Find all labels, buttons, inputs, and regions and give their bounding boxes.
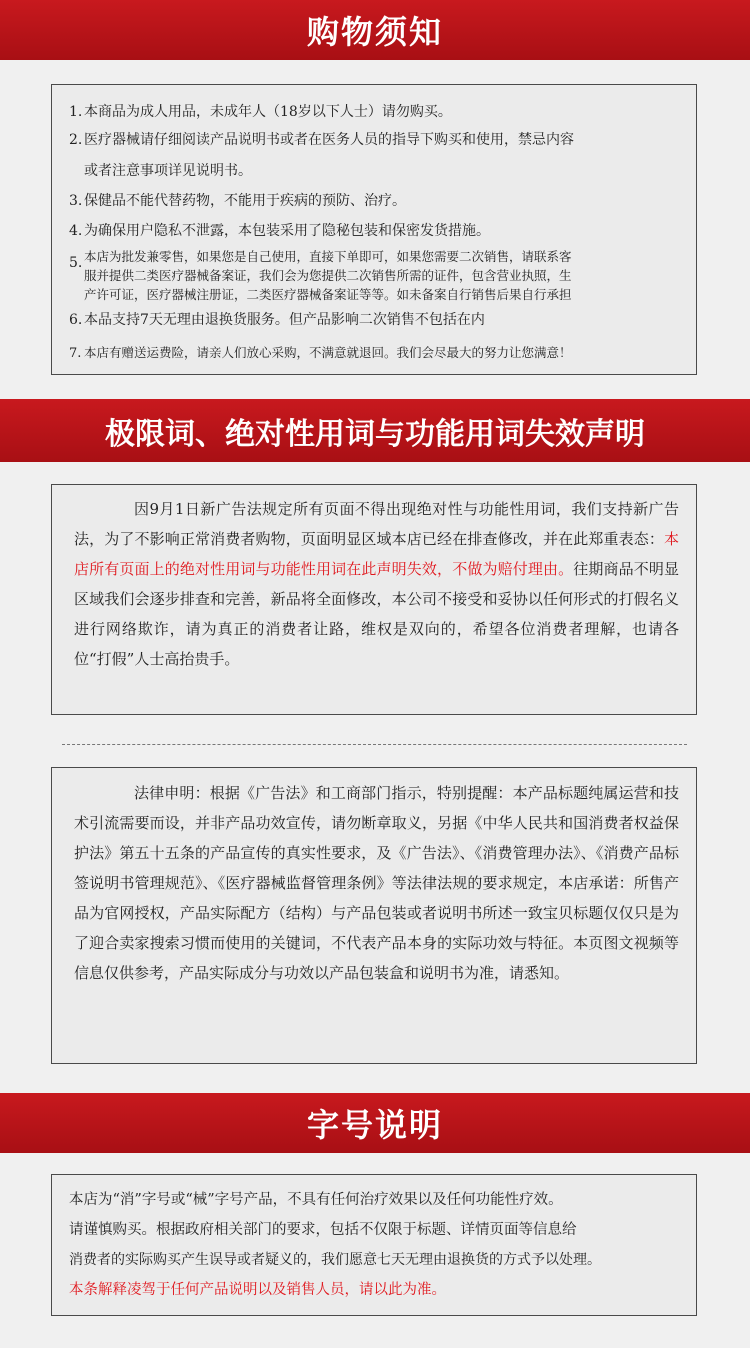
font-note-title: 字号说明 [306,1106,443,1144]
notice-item-2-cont [84,161,252,181]
item-number: 5. [69,255,83,271]
item-text-line: 服并提供二类医疗器械备案证，我们会为您提供二次销售所需的证件，包含营业执照，生 [84,268,572,283]
font-note-line: 消费者的实际购买产生误导或者疑义的，我们愿意七天无理由退换货的方式予以处理。 [69,1252,601,1268]
notice-item-1 [69,102,452,122]
item-number: 4. [69,223,83,239]
disclaimer-box [51,484,697,715]
font-note-highlight: 本条解释凌驾于任何产品说明以及销售人员，请以此为准。 [69,1282,446,1298]
item-number: 6. [69,312,83,328]
notice-item-4 [69,221,490,241]
item-text: 医疗器械请仔细阅读产品说明书或者在医务人员的指导下购买和使用，禁忌内容 [84,132,574,148]
item-text: 为确保用户隐私不泄露，本包装采用了隐秘包装和保密发货措施。 [84,223,490,239]
font-note-content [69,1185,689,1305]
font-note-banner [0,1093,750,1153]
disclaimer-paragraph [74,494,679,674]
item-text: 或者注意事项详见说明书。 [84,163,252,179]
notice-item-6 [69,310,485,330]
shopping-notice-box [51,84,697,375]
item-text: 本店有赠送运费险，请亲人们放心采购，不满意就退回。我们会尽最大的努力让您满意！ [84,345,572,360]
legal-statement-box [51,767,697,1064]
item-number: 3. [69,193,83,209]
shopping-notice-title: 购物须知 [306,13,443,51]
dashed-divider [62,744,687,745]
item-number: 7. [69,346,82,361]
notice-item-2 [69,130,574,150]
item-number: 2. [69,132,83,148]
item-text-line: 本店为批发兼零售，如果您是自己使用，直接下单即可，如果您需要二次销售，请联系客 [84,249,572,264]
disclaimer-highlight: 本店所有页面上的绝对性用词与功能性用词在此声明失效，不做为赔付理由。 [74,530,679,578]
font-note-line: 本店为“消”字号或“械”字号产品，不具有任何治疗效果以及任何功能性疗效。 [69,1192,563,1208]
item-text: 本商品为成人用品，未成年人（18岁以下人士）请勿购买。 [84,104,452,120]
disclaimer-banner [0,399,750,462]
font-note-box [51,1174,697,1316]
legal-statement-paragraph: 法律申明：根据《广告法》和工商部门指示，特别提醒：本产品标题纯属运营和技术引流需要而设，并非产品功效宣传，请勿断章取义，另据《中华人民共和国消费者权益保护法》第五十五条的产品宣传的真实性要求，及《广告法》、《消费管理办法》、《消费产品标签说明书管理规范》、《医疗器械监督管理条例》等法律法规的要求规定，本店承诺：所售产品为官网授权，产品实际配方（结构）与产品包装或者说明书所述一致宝贝标题仅仅只是为了迎合卖家搜索习惯而使用的关键词，不代表产品本身的实际功效与特征。本页图文视频等信息仅供参考，产品实际成分与功效以产品包装盒和说明书为准，请悉知。 [74,784,679,982]
disclaimer-text-continued: 往期商品不明显区域我们会逐步排查和完善，新品将全面修改，本公司不接受和妥协以任何形式的打假名义进行网络欺诈，请为真正的消费者让路，维权是双向的，希望各位消费者理解，也请各位“打假”人士高抬贵手。 [74,560,679,668]
disclaimer-title: 极限词、绝对性用词与功能用词失效声明 [105,416,645,452]
disclaimer-text: 因9月1日新广告法规定所有页面不得出现绝对性与功能性用词，我们支持新广告法，为了不影响正常消费者购物，页面明显区域本店已经在排查修改，并在此郑重表态： [74,500,679,548]
shopping-notice-banner [0,0,750,60]
item-text: 本品支持7天无理由退换货服务。但产品影响二次销售不包括在内 [84,312,485,328]
item-text: 保健品不能代替药物，不能用于疾病的预防、治疗。 [84,193,406,209]
font-note-line: 请谨慎购买。根据政府相关部门的要求，包括不仅限于标题、详情页面等信息给 [69,1222,577,1238]
item-text-line: 产许可证，医疗器械注册证，二类医疗器械备案证等等。如未备案自行销售后果自行承担 [84,287,572,302]
notice-item-7 [69,343,572,364]
notice-item-3 [69,191,406,211]
item-number: 1. [69,104,83,120]
